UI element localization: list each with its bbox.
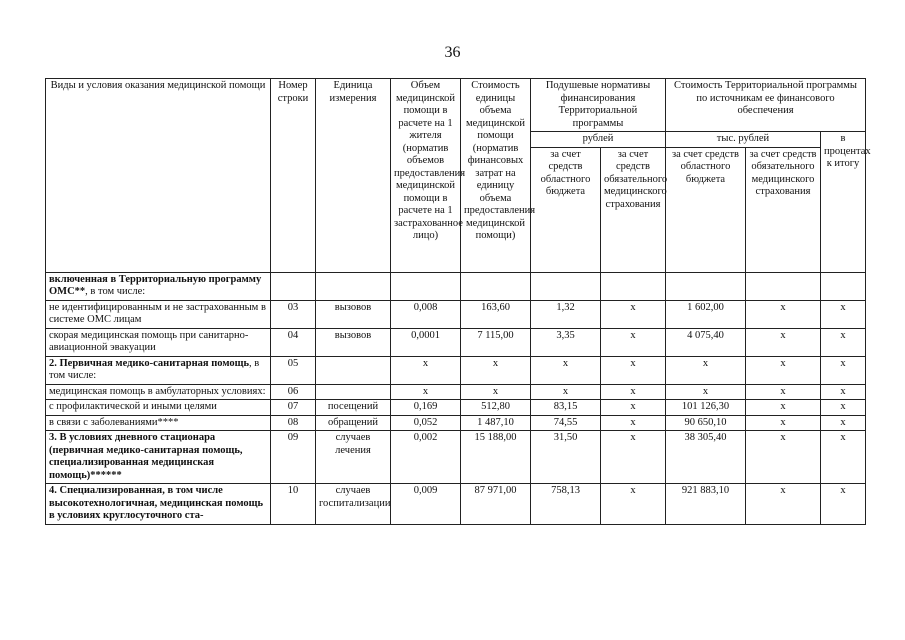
row-number: 10 [271, 484, 316, 525]
cost-cell: 87 971,00 [461, 484, 531, 525]
volume-cell: 0,009 [391, 484, 461, 525]
header-thous-rub: тыс. рублей [666, 132, 821, 148]
row-number: 09 [271, 431, 316, 484]
unit-cell [316, 272, 391, 300]
program-oms-cell: х [746, 415, 821, 431]
program-budget-cell: 90 650,10 [666, 415, 746, 431]
per-capita-budget-cell [531, 272, 601, 300]
table-row [46, 431, 866, 484]
per-capita-oms-cell: х [601, 484, 666, 525]
volume-cell: 0,169 [391, 400, 461, 416]
header-rub: рублей [531, 132, 666, 148]
program-oms-cell: х [746, 384, 821, 400]
program-budget-cell: 1 602,00 [666, 300, 746, 328]
header-cost: Стоимость единицы объема медицинской помощи (норматив финансовых затрат на единицу объема предоставления медицинской помощи) [461, 79, 531, 273]
program-budget-cell: 921 883,10 [666, 484, 746, 525]
row-label [46, 415, 271, 431]
row-number [271, 272, 316, 300]
per-capita-budget-cell: 3,35 [531, 328, 601, 356]
unit-cell: случаев госпитализации [316, 484, 391, 525]
header-oms-funds: за счет средств обязательного медицинского страхования [601, 147, 666, 272]
per-capita-budget-cell: 31,50 [531, 431, 601, 484]
percent-cell: х [821, 415, 866, 431]
cost-cell: 15 188,00 [461, 431, 531, 484]
row-label [46, 400, 271, 416]
row-label-bold: 4. Специализированная, в том числе высокотехнологичная, медицинская помощь в условиях круглосуточного ста- [49, 485, 264, 521]
program-oms-cell: х [746, 484, 821, 525]
program-budget-cell: х [666, 356, 746, 384]
header-percent: в процентах к итогу [821, 132, 866, 273]
program-oms-cell: х [746, 328, 821, 356]
table-row [46, 400, 866, 416]
per-capita-oms-cell: х [601, 384, 666, 400]
row-number: 05 [271, 356, 316, 384]
row-label-text: с профилактической и иными целями [49, 401, 217, 412]
row-label [46, 384, 271, 400]
row-number: 08 [271, 415, 316, 431]
cost-cell: 7 115,00 [461, 328, 531, 356]
row-number: 03 [271, 300, 316, 328]
row-label-bold: 2. Первичная медико-санитарная помощь [49, 357, 250, 369]
per-capita-budget-cell: 83,15 [531, 400, 601, 416]
per-capita-oms-cell: х [601, 415, 666, 431]
row-label-text: скорая медицинская помощь при санитарно-авиационной эвакуации [49, 329, 249, 353]
per-capita-oms-cell: х [601, 328, 666, 356]
header-unit: Единица измерения [316, 79, 391, 273]
program-oms-cell: х [746, 400, 821, 416]
percent-cell: х [821, 384, 866, 400]
cost-cell [461, 272, 531, 300]
per-capita-budget-cell: 758,13 [531, 484, 601, 525]
header-regional-budget-2: за счет средств областного бюджета [666, 147, 746, 272]
financing-table [45, 78, 871, 525]
row-number: 06 [271, 384, 316, 400]
program-oms-cell: х [746, 356, 821, 384]
row-label [46, 300, 271, 328]
row-label-text: не идентифицированным и не застрахованным в системе ОМС лицам [49, 301, 266, 325]
unit-cell [316, 356, 391, 384]
page-number: 36 [444, 44, 461, 61]
table-row [46, 272, 866, 300]
volume-cell: 0,002 [391, 431, 461, 484]
volume-cell: 0,008 [391, 300, 461, 328]
unit-cell [316, 384, 391, 400]
header-volume: Объем медицинской помощи в расчете на 1 жителя (норматив объемов предоставления медицинской помощи в расчете на 1 застрахованное лицо) [391, 79, 461, 273]
program-budget-cell [666, 272, 746, 300]
unit-cell: обращений [316, 415, 391, 431]
unit-cell: посещений [316, 400, 391, 416]
row-label-text: , в том числе: [85, 286, 146, 297]
unit-cell: вызовов [316, 328, 391, 356]
program-oms-cell: х [746, 300, 821, 328]
cost-cell: 163,60 [461, 300, 531, 328]
percent-cell: х [821, 431, 866, 484]
row-label-text: , в том числе: [49, 357, 260, 381]
row-label [46, 356, 271, 384]
unit-cell: вызовов [316, 300, 391, 328]
row-label [46, 272, 271, 300]
row-label [46, 431, 271, 484]
volume-cell: 0,0001 [391, 328, 461, 356]
program-budget-cell: 101 126,30 [666, 400, 746, 416]
row-label-bold: включенная в Территориальную программу ОМС** [49, 273, 262, 297]
per-capita-budget-cell: 74,55 [531, 415, 601, 431]
table-row [46, 328, 866, 356]
row-label [46, 484, 271, 525]
per-capita-oms-cell: х [601, 300, 666, 328]
header-per-capita: Подушевые нормативы финансирования Территориальной программы [531, 79, 666, 132]
program-oms-cell [746, 272, 821, 300]
header-row-1 [46, 79, 866, 132]
header-oms-funds-2: за счет средств обязательного медицинского страхования [746, 147, 821, 272]
header-program-cost: Стоимость Территориальной программы по источникам ее финансового обеспечения [666, 79, 866, 132]
table-row [46, 356, 866, 384]
table-body [46, 272, 866, 524]
percent-cell: х [821, 400, 866, 416]
volume-cell: х [391, 384, 461, 400]
percent-cell: х [821, 300, 866, 328]
per-capita-budget-cell: 1,32 [531, 300, 601, 328]
cost-cell: 1 487,10 [461, 415, 531, 431]
percent-cell: х [821, 484, 866, 525]
program-budget-cell: 38 305,40 [666, 431, 746, 484]
percent-cell: х [821, 328, 866, 356]
table-row [46, 300, 866, 328]
program-budget-cell: х [666, 384, 746, 400]
cost-cell: х [461, 384, 531, 400]
per-capita-oms-cell: х [601, 356, 666, 384]
per-capita-oms-cell [601, 272, 666, 300]
row-number: 04 [271, 328, 316, 356]
per-capita-budget-cell: х [531, 384, 601, 400]
per-capita-oms-cell: х [601, 400, 666, 416]
header-type: Виды и условия оказания медицинской помощи [46, 79, 271, 273]
cost-cell: 512,80 [461, 400, 531, 416]
per-capita-oms-cell: х [601, 431, 666, 484]
unit-cell: случаев лечения [316, 431, 391, 484]
table-row [46, 384, 866, 400]
row-label-bold: 3. В условиях дневного стационара (первичная медико-санитарная помощь, специализированная медицинская помощь)****** [49, 432, 243, 481]
row-number: 07 [271, 400, 316, 416]
header-regional-budget: за счет средств областного бюджета [531, 147, 601, 272]
volume-cell: х [391, 356, 461, 384]
cost-cell: х [461, 356, 531, 384]
per-capita-budget-cell: х [531, 356, 601, 384]
row-label [46, 328, 271, 356]
program-oms-cell: х [746, 431, 821, 484]
volume-cell: 0,052 [391, 415, 461, 431]
row-label-text: в связи с заболеваниями**** [49, 416, 179, 428]
header-row-no: Номер строки [271, 79, 316, 273]
table-row [46, 484, 866, 525]
volume-cell [391, 272, 461, 300]
program-budget-cell: 4 075,40 [666, 328, 746, 356]
row-label-text: медицинская помощь в амбулаторных условиях: [49, 385, 266, 397]
table-row [46, 415, 866, 431]
percent-cell [821, 272, 866, 300]
percent-cell: х [821, 356, 866, 384]
